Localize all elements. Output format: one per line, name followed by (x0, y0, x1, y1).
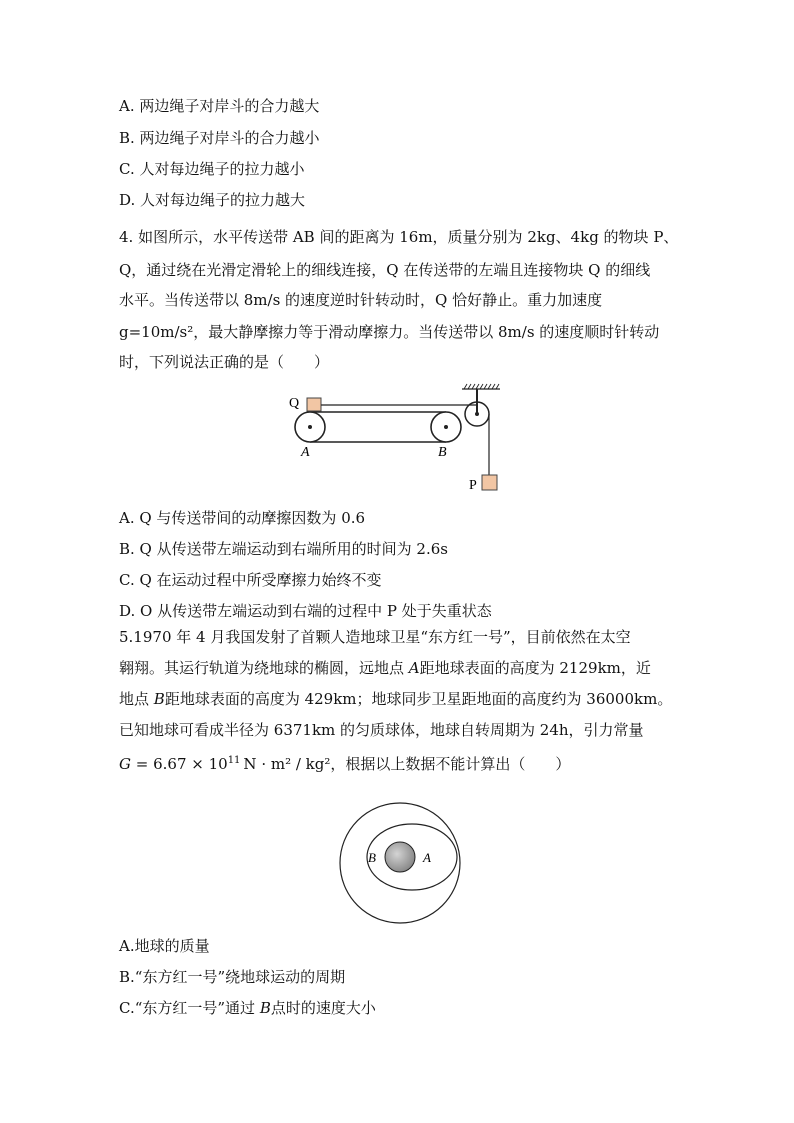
earth (385, 842, 415, 872)
q4-stem-line-2: Q，通过绕在光滑定滑轮上的细线连接，Q 在传送带的左端且连接物块 Q 的细线 (119, 261, 651, 279)
q5-option-a: A.地球的质量 (119, 937, 210, 955)
q4-option-a: A. Q 与传送带间的动摩擦因数为 0.6 (119, 509, 366, 527)
label-a: A (301, 445, 310, 460)
q5-stem-line-1: 5.1970 年 4 月我国发射了首颗人造地球卫星“东方红一号”，目前依然在太空 (119, 628, 631, 646)
orbit-label-a: A (423, 850, 431, 865)
orbit-label-b: B (368, 850, 376, 865)
q4-stem-line-5: 时，下列说法正确的是（ ） (119, 353, 330, 371)
q4-option-b: B. Q 从传送带左端运动到右端所用的时间为 2.6s (119, 540, 448, 558)
label-q: Q (289, 396, 300, 411)
label-b: B (438, 445, 447, 460)
gravitational-constant-formula: $G = 6.67 \times 10^{11}$ N · m² / kg² (119, 755, 331, 773)
q3-option-a: A. 两边绳子对岸斗的合力越大 (119, 97, 320, 115)
q3-option-b: B. 两边绳子对岸斗的合力越小 (119, 129, 320, 147)
q5-stem-line-4: 已知地球可看成半径为 6371km 的匀质球体，地球自转周期为 24h，引力常量 (119, 721, 644, 739)
q4-option-c: C. Q 在运动过程中所受摩擦力始终不变 (119, 571, 382, 589)
q4-stem-line-4: g=10m/s²，最大静摩擦力等于滑动摩擦力。当传送带以 8m/s 的速度顺时针转动 (119, 323, 660, 341)
q5-option-c: C.“东方红一号”通过 B点时的速度大小 (119, 999, 376, 1017)
block-p (482, 475, 497, 490)
orbit-figure (335, 800, 465, 930)
q3-option-d: D. 人对每边绳子的拉力越大 (119, 191, 306, 209)
q5-stem-line-5: $G = 6.67 \times 10^{11}$ N · m² / kg²，根据以上数据不能计算出（ ） (119, 755, 571, 773)
q5-option-b: B.“东方红一号”绕地球运动的周期 (119, 968, 346, 986)
q4-option-d: D. O 从传送带左端运动到右端的过程中 P 处于失重状态 (119, 602, 492, 620)
q4-stem-line-1: 4. 如图所示，水平传送带 AB 间的距离为 16m，质量分别为 2kg、4kg 的物块 P、 (119, 228, 679, 246)
q4-stem-line-3: 水平。当传送带以 8m/s 的速度逆时针转动时，Q 恰好静止。重力加速度 (119, 291, 603, 309)
label-p: P (469, 478, 477, 493)
q5-stem-line-2: 翱翔。其运行轨道为绕地球的椭圆，远地点 A距地球表面的高度为 2129km，近 (119, 659, 651, 677)
q3-option-c: C. 人对每边绳子的拉力越小 (119, 160, 305, 178)
q5-stem-line-3: 地点 B距地球表面的高度为 429km；地球同步卫星距地面的高度约为 36000km。 (119, 690, 673, 708)
block-q (307, 398, 321, 411)
conveyor-belt-figure (280, 380, 510, 496)
